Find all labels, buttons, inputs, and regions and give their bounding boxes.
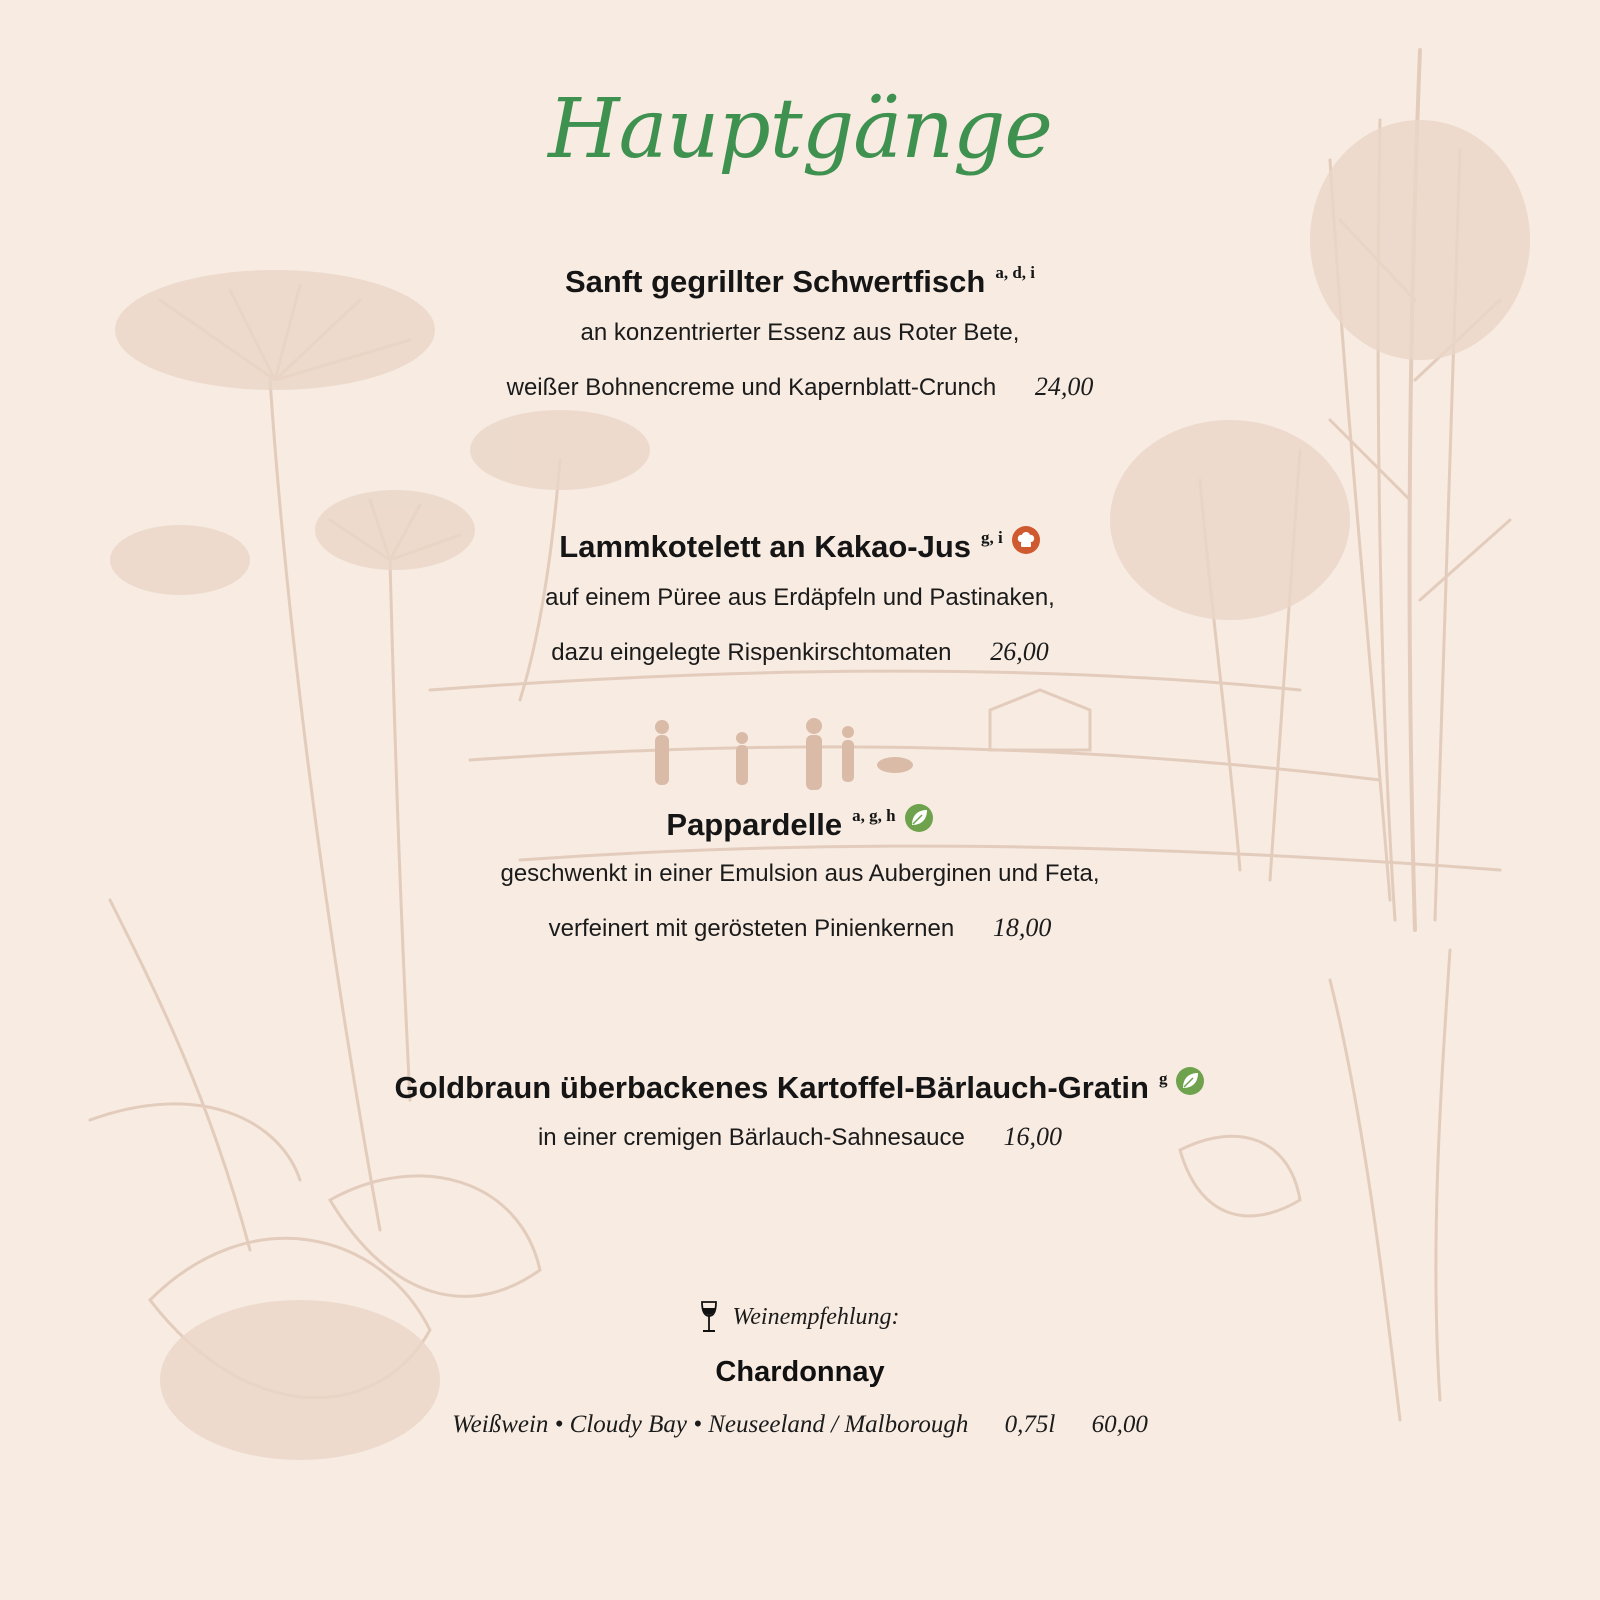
dish-description-line: dazu eingelegte Rispenkirschtomaten <box>551 639 952 666</box>
dish-allergens: g, i <box>981 528 1003 547</box>
dish-name: Lammkotelett an Kakao-Jus <box>559 529 971 564</box>
dish-price: 16,00 <box>1003 1122 1063 1151</box>
dish-price: 18,00 <box>992 913 1052 942</box>
dish-name: Pappardelle <box>666 807 843 842</box>
dish-item-lammkotelett <box>0 527 1600 680</box>
dish-description-line: verfeinert mit gerösteten Pinienkernen <box>548 915 955 942</box>
dish-name: Goldbraun überbackenes Kartoffel-Bärlauch-Gratin <box>394 1070 1149 1105</box>
dish-price: 24,00 <box>1034 372 1094 401</box>
dish-description-price-row <box>0 360 1600 415</box>
page-title: Hauptgänge <box>548 82 1052 177</box>
chef-hat-icon <box>1011 525 1041 555</box>
leaf-icon <box>904 803 934 833</box>
wine-details-row <box>0 1411 1600 1439</box>
dish-name: Sanft gegrillter Schwertfisch <box>564 264 986 299</box>
wine-label: Weinempfehlung: <box>732 1303 900 1330</box>
dish-description-line: weißer Bohnencreme und Kapernblatt-Crunch <box>506 374 997 401</box>
wine-price: 60,00 <box>1091 1411 1148 1438</box>
wine-name: Chardonnay <box>715 1356 885 1388</box>
wine-volume: 0,75l <box>1004 1411 1056 1438</box>
dish-description-price-row <box>0 1110 1600 1165</box>
dish-description-price-row <box>0 901 1600 956</box>
dish-name-row <box>565 262 1035 302</box>
wine-label-row <box>700 1300 899 1334</box>
dish-description-line: in einer cremigen Bärlauch-Sahnesauce <box>537 1124 965 1151</box>
wine-glass-icon <box>700 1300 718 1334</box>
dish-name-row <box>666 805 933 845</box>
dish-description-line: an konzentrierter Essenz aus Roter Bete, <box>580 319 1020 346</box>
dish-allergens: g <box>1158 1069 1168 1088</box>
dish-description-line: geschwenkt in einer Emulsion aus Auberginen und Feta, <box>500 860 1100 887</box>
dish-item-schwertfisch <box>0 262 1600 415</box>
dish-description-price-row <box>0 625 1600 680</box>
dish-allergens: a, d, i <box>995 263 1035 282</box>
dish-name-row <box>395 1068 1206 1108</box>
leaf-icon <box>1175 1066 1205 1096</box>
dish-price: 26,00 <box>990 637 1049 666</box>
dish-description-line: auf einem Püree aus Erdäpfeln und Pastinaken, <box>545 584 1055 611</box>
dish-name-row <box>559 527 1040 567</box>
dish-item-pappardelle <box>0 805 1600 956</box>
wine-recommendation <box>0 1300 1600 1439</box>
dish-item-gratin <box>0 1068 1600 1165</box>
dish-allergens: a, g, h <box>852 806 896 825</box>
wine-details: Weißwein • Cloudy Bay • Neuseeland / Malborough <box>452 1411 969 1438</box>
